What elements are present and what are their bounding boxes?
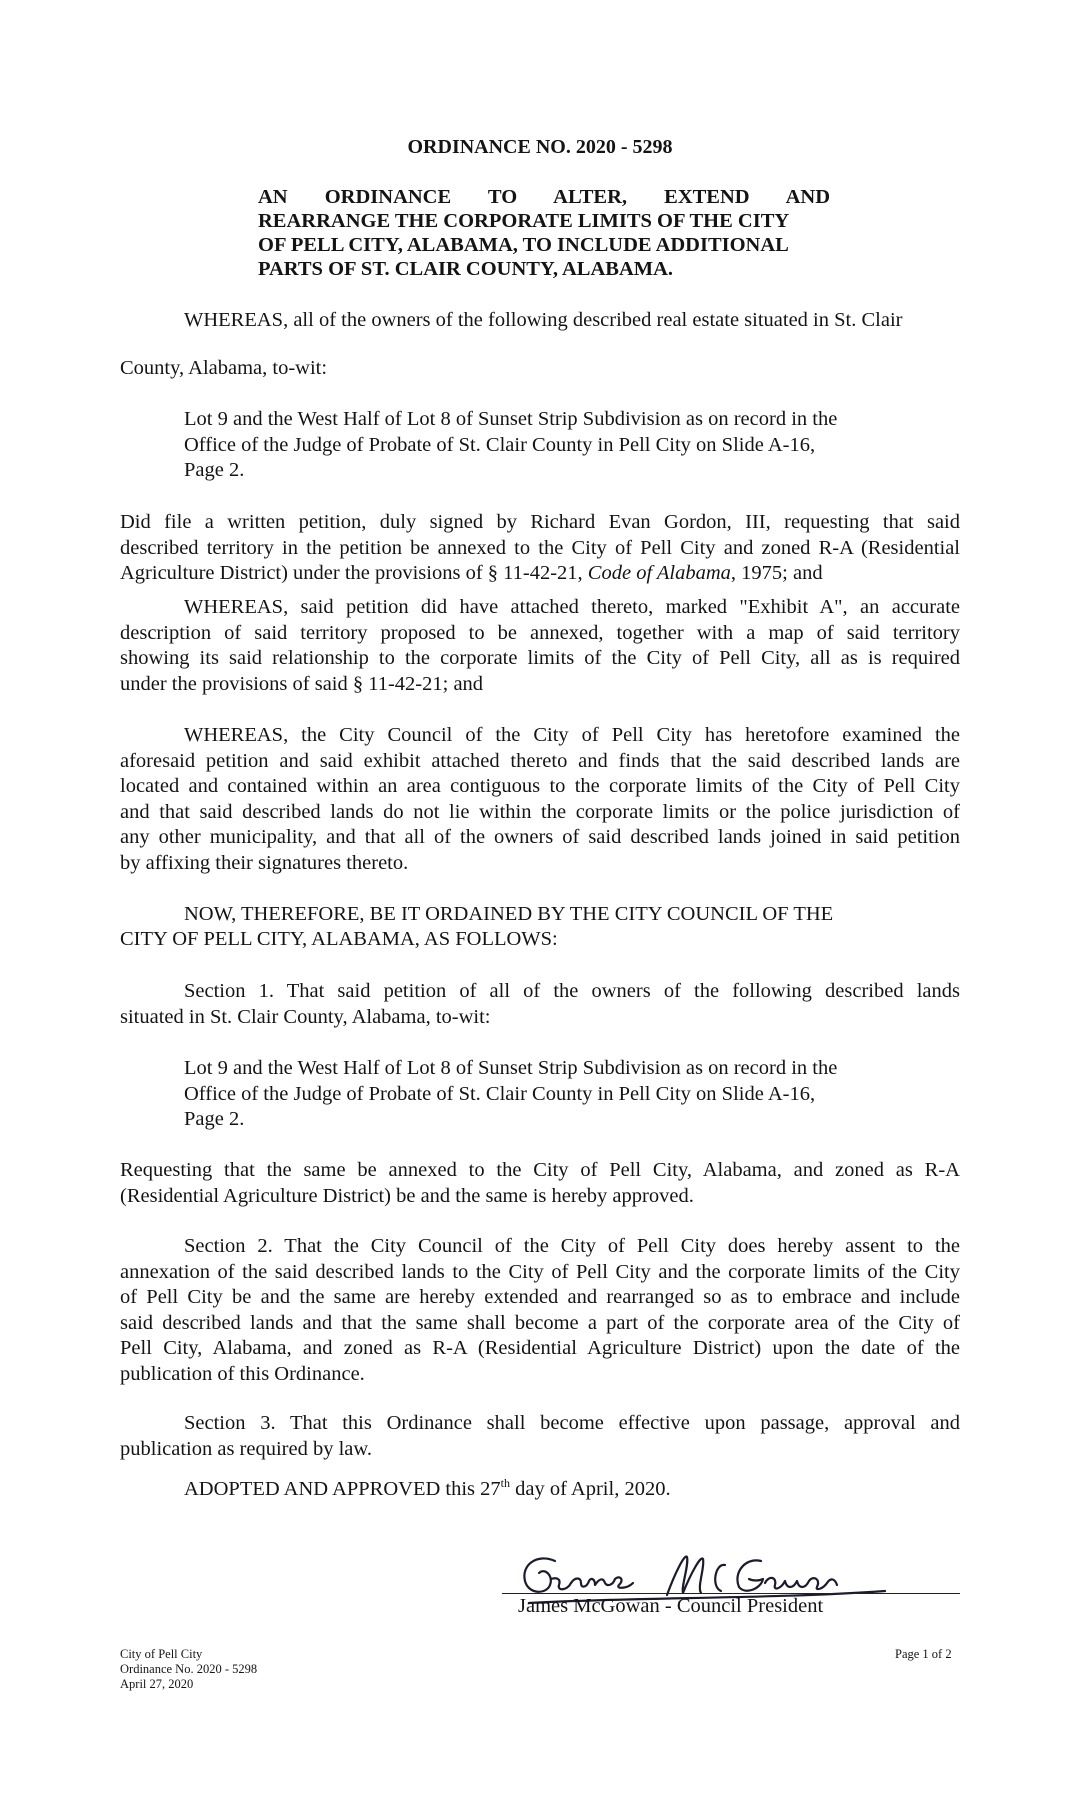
petition-line: Did file a written petition, duly signed by Richard Evan Gordon, III, requesting that said xyxy=(120,511,960,533)
heading-line: REARRANGE THE CORPORATE LIMITS OF THE CITY xyxy=(258,210,790,232)
lot-line: Lot 9 and the West Half of Lot 8 of Sunset Strip Subdivision as on record in the xyxy=(184,408,838,430)
section-2-line: of Pell City be and the same are hereby extended and rearranged so as to embrace and include xyxy=(120,1286,960,1308)
whereas-3-paragraph xyxy=(120,723,960,876)
whereas-2-line: under the provisions of said § 11-42-21; and xyxy=(120,672,484,695)
requesting-line: (Residential Agriculture District) be and the same is hereby approved. xyxy=(120,1184,694,1207)
heading-line: OF PELL CITY, ALABAMA, TO INCLUDE ADDITIONAL xyxy=(258,234,789,256)
ordained-line-2: CITY OF PELL CITY, ALABAMA, AS FOLLOWS: xyxy=(120,928,558,950)
whereas-1-line-1: WHEREAS, all of the owners of the following described real estate situated in St. Clair xyxy=(184,309,903,331)
adopted-line: ADOPTED AND APPROVED this 27th day of April, 2020. xyxy=(184,1476,671,1500)
footer-date: April 27, 2020 xyxy=(120,1677,194,1691)
section-3-line: Section 3. That this Ordinance shall become effective upon passage, approval and xyxy=(184,1412,960,1434)
lot-line: Office of the Judge of Probate of St. Clair County in Pell City on Slide A-16, xyxy=(184,1082,816,1105)
whereas-3-line: WHEREAS, the City Council of the City of Pell City has heretofore examined the xyxy=(184,724,960,746)
whereas-2-line: WHEREAS, said petition did have attached thereto, marked "Exhibit A", an accurate xyxy=(184,596,960,618)
whereas-3-line: any other municipality, and that all of the owners of said described lands joined in said petition xyxy=(120,826,960,848)
petition-paragraph xyxy=(120,510,960,587)
section-3-paragraph xyxy=(120,1411,960,1462)
whereas-3-line: and that said described lands do not lie within the corporate limits or the police jurisdiction of xyxy=(120,800,960,823)
footer-left xyxy=(120,1647,257,1692)
whereas-1-line-2: County, Alabama, to-wit: xyxy=(120,357,328,379)
lot-line: Lot 9 and the West Half of Lot 8 of Sunset Strip Subdivision as on record in the xyxy=(184,1057,838,1079)
ordinance-title: ORDINANCE NO. 2020 - 5298 xyxy=(407,136,673,158)
requesting-line: Requesting that the same be annexed to the City of Pell City, Alabama, and zoned as R-A xyxy=(120,1159,960,1181)
section-2-line: said described lands and that the same shall become a part of the corporate area of the City of xyxy=(120,1311,960,1334)
lot-description-1 xyxy=(184,407,894,484)
heading-line: AN ORDINANCE TO ALTER, EXTEND AND xyxy=(258,186,830,208)
ordained-line-1: NOW, THEREFORE, BE IT ORDAINED BY THE CITY COUNCIL OF THE xyxy=(184,903,834,925)
lot-description-2 xyxy=(184,1056,894,1133)
petition-line: Agriculture District) under the provisions of § 11-42-21, Code of Alabama, 1975; and xyxy=(120,562,823,584)
section-2-line: publication of this Ordinance. xyxy=(120,1362,365,1385)
footer-ordinance-no: Ordinance No. 2020 - 5298 xyxy=(120,1662,258,1676)
section-1-paragraph xyxy=(120,979,960,1030)
whereas-2-line: showing its said relationship to the corporate limits of the City of Pell City, all as is required xyxy=(120,647,960,669)
whereas-2-line: description of said territory proposed to be annexed, together with a map of said territory xyxy=(120,621,960,644)
section-2-line: Pell City, Alabama, and zoned as R-A (Residential Agriculture District) upon the date of the xyxy=(120,1337,960,1359)
lot-line: Page 2. xyxy=(184,459,245,481)
whereas-2-paragraph xyxy=(120,595,960,697)
petition-line: described territory in the petition be annexed to the City of Pell City and zoned R-A (Residential xyxy=(120,536,960,559)
code-citation: Code of Alabama xyxy=(587,562,731,584)
section-1-line: Section 1. That said petition of all of the owners of the following described lands xyxy=(184,980,960,1002)
whereas-3-line: aforesaid petition and said exhibit attached thereto and finds that the said described lands are xyxy=(120,749,960,772)
footer-city: City of Pell City xyxy=(120,1647,203,1661)
section-2-paragraph xyxy=(120,1234,960,1387)
whereas-3-line: by affixing their signatures thereto. xyxy=(120,851,409,874)
requesting-paragraph xyxy=(120,1158,960,1209)
heading-line: PARTS OF ST. CLAIR COUNTY, ALABAMA. xyxy=(258,258,674,280)
section-1-line: situated in St. Clair County, Alabama, to-wit: xyxy=(120,1005,491,1028)
section-2-line: annexation of the said described lands to the City of Pell City and the corporate limits of the City xyxy=(120,1260,960,1283)
lot-line: Office of the Judge of Probate of St. Clair County in Pell City on Slide A-16, xyxy=(184,433,816,456)
signer-caption: James McGowan - Council President xyxy=(518,1595,824,1617)
lot-line: Page 2. xyxy=(184,1108,245,1130)
whereas-3-line: located and contained within an area contiguous to the corporate limits of the City of Pell City xyxy=(120,775,960,797)
footer-page-number: Page 1 of 2 xyxy=(895,1647,952,1661)
section-2-line: Section 2. That the City Council of the City of Pell City does hereby assent to the xyxy=(184,1235,960,1257)
section-3-line: publication as required by law. xyxy=(120,1437,372,1460)
ordinance-heading xyxy=(258,185,830,281)
